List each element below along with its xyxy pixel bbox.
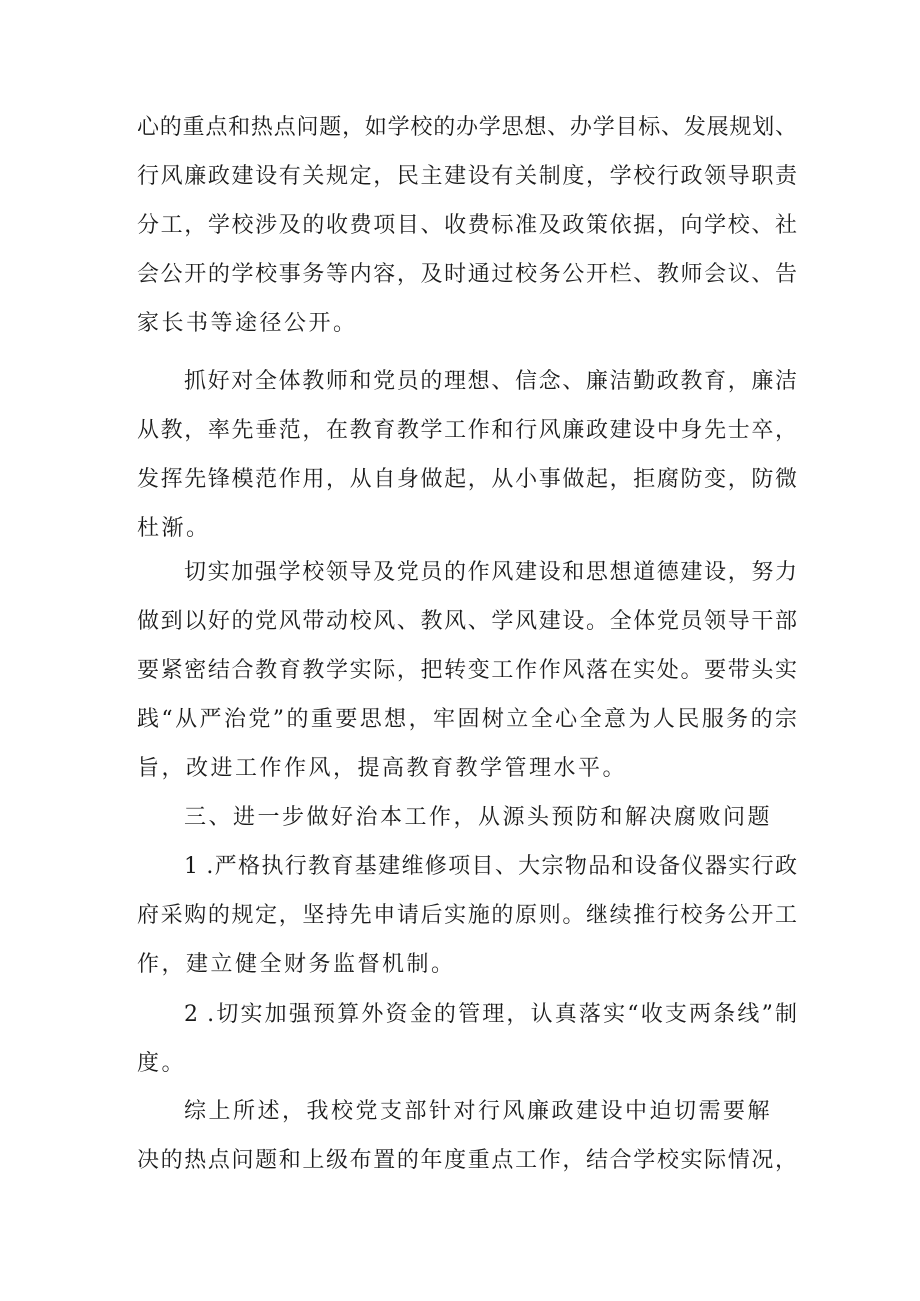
p2-line-4: 杜渐。 (137, 516, 211, 541)
p2-line-3: 发挥先锋模范作用，从自身做起，从小事做起，拒腐防变，防微 (137, 467, 797, 492)
p3-line-2: 做到以好的党风带动校风、教风、学风建设。全体党员领导干部 (137, 609, 797, 634)
p5-line-3: 作，建立健全财务监督机制。 (137, 952, 456, 977)
p3-line-4: 践“从严治党”的重要思想，牢固树立全心全意为人民服务的宗 (137, 707, 797, 732)
p7-line-1: 综上所述，我校党支部针对行风廉政建设中迫切需要解 (184, 1099, 773, 1124)
p5-line-2: 府采购的规定，坚持先申请后实施的原则。继续推行校务公开工 (137, 903, 797, 928)
p3-line-3: 要紧密结合教育教学实际，把转变工作作风落在实处。要带头实 (137, 658, 797, 683)
p6-line-1: 2 .切实加强预算外资金的管理，认真落实“收支两条线”制 (184, 1002, 797, 1027)
p1-line-5: 家长书等途径公开。 (137, 311, 358, 336)
section-heading: 三、进一步做好治本工作，从源头预防和解决腐败问题 (184, 805, 773, 830)
p1-line-3: 分工，学校涉及的收费项目、收费标准及政策依据，向学校、社 (137, 213, 797, 238)
p6-line-2: 度。 (137, 1051, 187, 1076)
p1-line-4: 会公开的学校事务等内容，及时通过校务公开栏、教师会议、告 (137, 262, 797, 287)
p2-line-1: 抓好对全体教师和党员的理想、信念、廉洁勤政教育，廉洁 (184, 369, 797, 394)
p1-line-2: 行风廉政建设有关规定，民主建设有关制度，学校行政领导职责 (137, 164, 797, 189)
p7-line-2: 决的热点问题和上级布置的年度重点工作，结合学校实际情况， (137, 1148, 797, 1173)
p5-line-1: 1 .严格执行教育基建维修项目、大宗物品和设备仪器实行政 (184, 854, 797, 879)
p3-line-5: 旨，改进工作作风，提高教育教学管理水平。 (137, 756, 628, 781)
p1-line-1: 心的重点和热点问题，如学校的办学思想、办学目标、发展规划、 (137, 115, 797, 140)
p3-line-1: 切实加强学校领导及党员的作风建设和思想道德建设，努力 (184, 560, 797, 585)
p2-line-2: 从教，率先垂范，在教育教学工作和行风廉政建设中身先士卒， (137, 418, 797, 443)
